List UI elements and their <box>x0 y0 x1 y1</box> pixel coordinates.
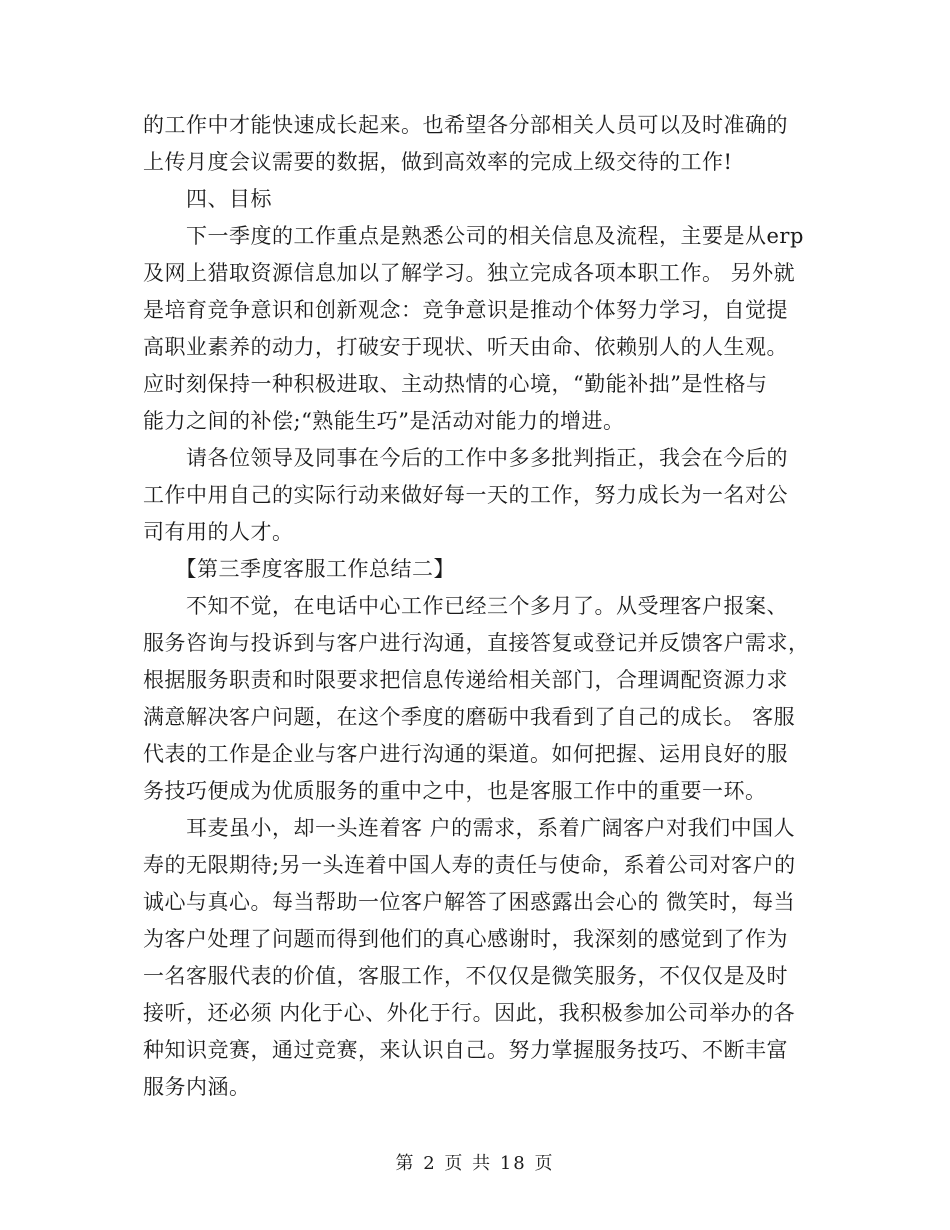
body-text-line: 为客户处理了问题而得到他们的真心感谢时，我深刻的感觉到了作为 <box>143 927 788 951</box>
body-text-line: 应时刻保持一种积极进取、主动热情的心境，“勤能补拙”是性格与 <box>143 372 768 396</box>
body-text-line: 根据服务职责和时限要求把信息传递给相关部门，合理调配资源力求 <box>143 668 788 692</box>
body-text-line: 司有用的人才。 <box>143 520 294 544</box>
body-text-line: 不知不觉，在电话中心工作已经三个多月了。从受理客户报案、 <box>143 594 788 618</box>
body-text-line: 一名客服代表的价值，客服工作，不仅仅是微笑服务，不仅仅是及时 <box>143 964 788 988</box>
body-text-line: 种知识竞赛，通过竞赛，来认识自己。努力掌握服务技巧、不断丰富 <box>143 1038 788 1062</box>
body-text-line: 服务咨询与投诉到与客户进行沟通，直接答复或登记并反馈客户需求， <box>143 631 810 655</box>
body-text-line: 下一季度的工作重点是熟悉公司的相关信息及流程，主要是从erp <box>143 224 804 248</box>
body-text-line: 服务内涵。 <box>143 1075 251 1099</box>
section-heading: 【第三季度客服工作总结二】 <box>143 557 455 581</box>
body-text-line: 是培育竞争意识和创新观念：竞争意识是推动个体努力学习，自觉提 <box>143 298 788 322</box>
body-text-line: 诚心与真心。每当帮助一位客户解答了困惑露出会心的 微笑时，每当 <box>143 890 796 914</box>
body-text-line: 接听，还必须 内化于心、外化于行。因此，我积极参加公司举办的各 <box>143 1001 796 1025</box>
body-text-line: 的工作中才能快速成长起来。也希望各分部相关人员可以及时准确的 <box>143 113 788 137</box>
body-text-line: 上传月度会议需要的数据，做到高效率的完成上级交待的工作! <box>143 150 733 174</box>
body-text-line: 工作中用自己的实际行动来做好每一天的工作，努力成长为一名对公 <box>143 483 788 507</box>
body-text-line: 能力之间的补偿;“熟能生巧”是活动对能力的增进。 <box>143 409 625 433</box>
body-text-line: 及网上猎取资源信息加以了解学习。独立完成各项本职工作。 另外就 <box>143 261 796 285</box>
page-number-footer: 第 2 页 共 18 页 <box>395 1153 555 1174</box>
body-text-line: 高职业素养的动力，打破安于现状、听天由命、依赖别人的人生观。 <box>143 335 788 359</box>
body-text-line: 满意解决客户问题，在这个季度的磨砺中我看到了自己的成长。 客服 <box>143 705 796 729</box>
body-text-line: 耳麦虽小，却一头连着客 户的需求，系着广阔客户对我们中国人 <box>143 816 796 840</box>
body-text-line: 务技巧便成为优质服务的重中之中，也是客服工作中的重要一环。 <box>143 779 767 803</box>
section-heading: 四、目标 <box>143 187 272 211</box>
body-text-line: 寿的无限期待;另一头连着中国人寿的责任与使命，系着公司对客户的 <box>143 853 796 877</box>
body-text-line: 请各位领导及同事在今后的工作中多多批判指正，我会在今后的 <box>143 446 788 470</box>
body-text-line: 代表的工作是企业与客户进行沟通的渠道。如何把握、运用良好的服 <box>143 742 788 766</box>
